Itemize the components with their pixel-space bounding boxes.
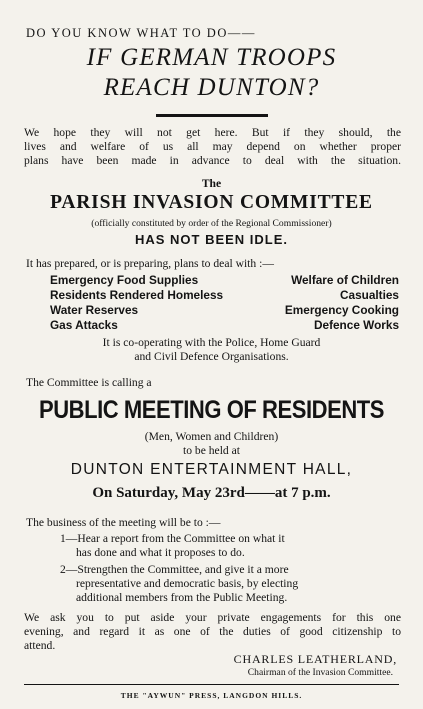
calling-line: The Committee is calling a bbox=[26, 376, 152, 389]
plans-left-column bbox=[50, 273, 223, 333]
intro-paragraph bbox=[24, 126, 401, 168]
signature-title: Chairman of the Invasion Committee. bbox=[247, 667, 393, 678]
agenda-item-2-line: additional members from the Public Meeting. bbox=[76, 591, 288, 604]
intro-line-2: lives and welfare of us all may depend on whether proper bbox=[24, 140, 401, 153]
date-line: On Saturday, May 23rd——at 7 p.m. bbox=[92, 485, 331, 501]
plans-right-column bbox=[285, 273, 399, 333]
venue-line: DUNTON ENTERTAINMENT HALL, bbox=[70, 461, 353, 478]
cooperating-line-2: and Civil Defence Organisations. bbox=[134, 350, 289, 363]
prepared-line: It has prepared, or is preparing, plans to deal with :— bbox=[26, 257, 274, 270]
intro-line-3: plans have been made in advance to deal with the situation. bbox=[24, 154, 401, 167]
meeting-heading: PUBLIC MEETING OF RESIDENTS bbox=[38, 396, 385, 424]
agenda-item-2-line: 2—Strengthen the Committee, and give it a more bbox=[60, 563, 289, 576]
closing-line-2: evening, and regard it as one of the duties of good citizenship to bbox=[24, 625, 401, 638]
kicker-line: DO YOU KNOW WHAT TO DO—— bbox=[26, 26, 256, 40]
plan-item: Gas Attacks bbox=[50, 318, 118, 332]
agenda-item-2 bbox=[60, 563, 298, 605]
committee-name: PARISH INVASION COMMITTEE bbox=[50, 192, 373, 213]
closing-line-3: attend. bbox=[24, 639, 56, 652]
closing-paragraph bbox=[24, 611, 401, 653]
plan-item: Emergency Food Supplies bbox=[50, 273, 199, 287]
not-idle-heading: HAS NOT BEEN IDLE. bbox=[134, 232, 289, 247]
bottom-rule bbox=[24, 684, 399, 685]
printer-imprint: THE "AYWUN" PRESS, LANGDON HILLS. bbox=[120, 691, 303, 700]
agenda-item-1-line: has done and what it proposes to do. bbox=[76, 546, 245, 559]
business-line: The business of the meeting will be to :— bbox=[26, 516, 221, 529]
plan-item: Residents Rendered Homeless bbox=[50, 288, 224, 302]
plan-item: Welfare of Children bbox=[291, 273, 399, 287]
plan-item: Defence Works bbox=[313, 318, 399, 332]
plan-item: Casualties bbox=[339, 288, 399, 302]
held-at-line: to be held at bbox=[183, 444, 240, 457]
intro-line-1: We hope they will not get here. But if they should, the bbox=[24, 126, 401, 139]
attendees-line: (Men, Women and Children) bbox=[144, 430, 279, 443]
headline-line-1: IF GERMAN TROOPS bbox=[86, 44, 337, 71]
agenda-item-2-line: representative and democratic basis, by electing bbox=[76, 577, 299, 590]
plan-item: Water Reserves bbox=[50, 303, 139, 317]
constituted-note: (officially constituted by order of the Regional Commissioner) bbox=[91, 218, 332, 229]
closing-line-1: We ask you to put aside your private engagements for this one bbox=[24, 611, 401, 624]
plan-item: Emergency Cooking bbox=[284, 303, 399, 317]
agenda-item-1 bbox=[60, 532, 285, 560]
agenda-item-1-line: 1—Hear a report from the Committee on what it bbox=[60, 532, 285, 545]
headline-line-2: REACH DUNTON? bbox=[103, 74, 320, 101]
headline-rule bbox=[156, 114, 268, 117]
signature-name: CHARLES LEATHERLAND, bbox=[233, 652, 397, 666]
cooperating-line-1: It is co-operating with the Police, Home Guard bbox=[102, 336, 321, 349]
the-label: The bbox=[201, 177, 222, 190]
